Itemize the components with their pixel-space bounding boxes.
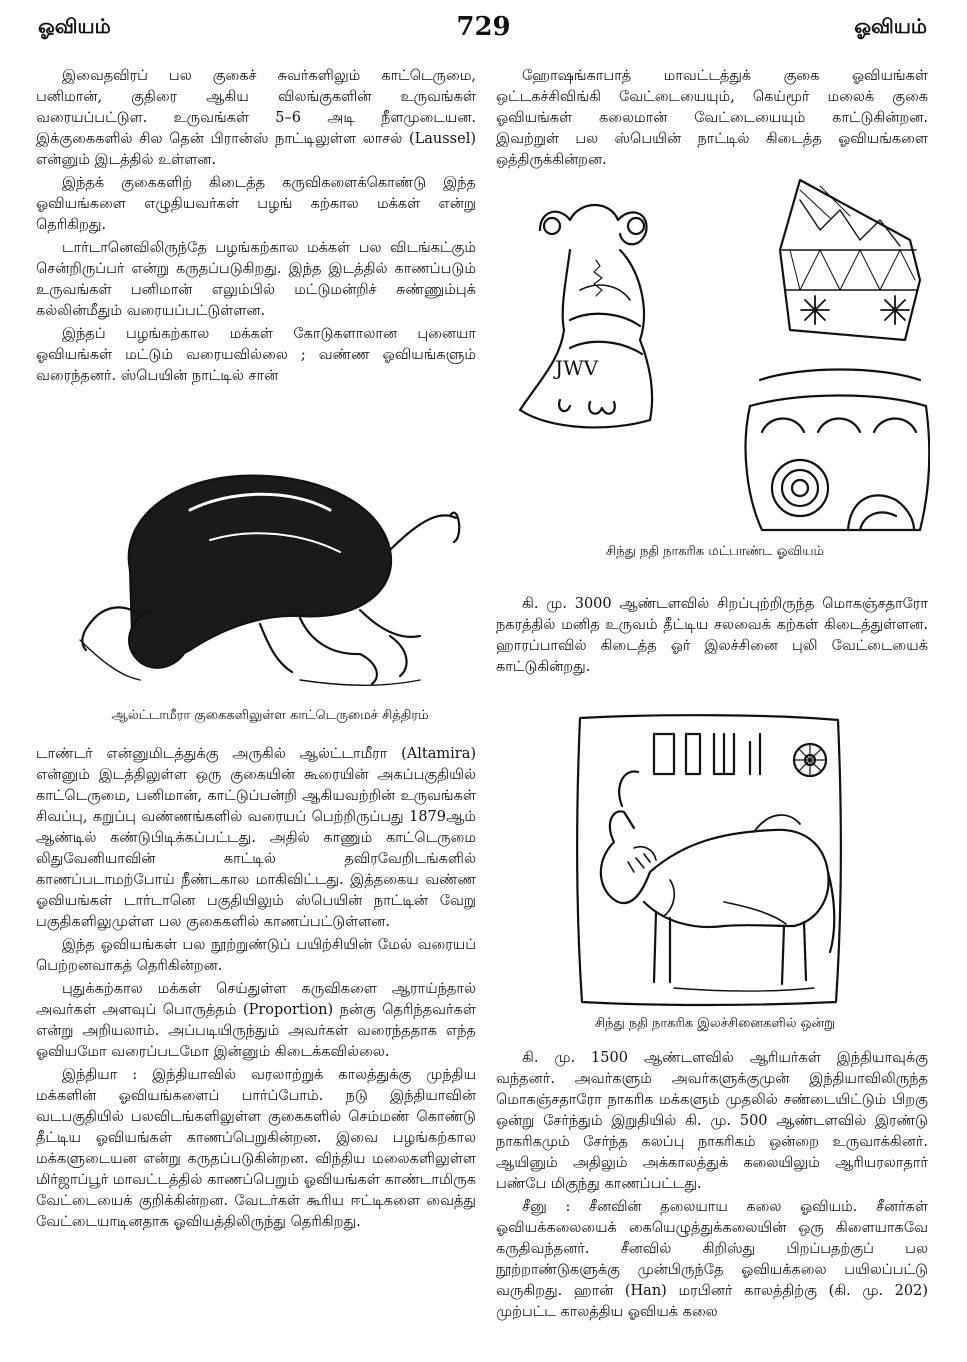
paragraph: இவைதவிரப் பல குகைச் சுவர்களிலும் காட்டெருமை, பனிமான், குதிரை ஆகிய விலங்குகளின் உருவங்கள் வரையப்பட்டுள. உருவங்கள் 5–6 அடி நீளமுடையன. இக்குகைகளில் சில தென் பிரான்ஸ் நாட்டிலுள்ள லாசல் (Laussel) என்னும் இடத்தில் உள்ளன. xyxy=(36,68,476,168)
paragraph: டாண்டர் என்னுமிடத்துக்கு அருகில் ஆல்ட்டாமீரா (Altamira) என்னும் இடத்திலுள்ள ஒரு குகையின் கூரையின் அகப்பகுதியில் காட்டெருமை, பனிமான், காட்டுப்பன்றி ஆகியவற்றின் உருவங்கள் சிவப்பு, கறுப்பு வண்ணங்களில் வரையப் பெற்றிருப்பது 1879ஆம் ஆண்டில் கண்டுபிடிக்கப்பட்டது. அதில் காணும் காட்டெருமை லிதுவேனியாவின் காட்டில் தவிரவேறிடங்களில் காணப்படாமற்போய் நீண்டகால மாகிவிட்டது. இத்தகைய வண்ண ஓவியங்கள் டார்டானெ பகுதியிலும் ஸ்பெயின் நாட்டின் வேறு பகுதிகளிலுமுள்ள பல குகைகளில் காணப்பட்டுள்ளன. xyxy=(36,746,476,930)
bison-illustration xyxy=(60,440,480,700)
pottery-illustration xyxy=(500,170,930,540)
paragraph: கி. மு. 1500 ஆண்டளவில் ஆரியர்கள் இந்தியாவுக்கு வந்தனர். அவர்களும் அவர்களுக்குமுன் இந்தியாவிலிருந்த மொகஞ்சதாரோ நாகரிக மக்களும் முதலில் சண்டையிட்டும் பிறகு ஒன்று சேர்ந்தும் இறுதியில் கி. மு. 500 ஆண்டளவில் இரண்டு நாகரிகமும் சேர்ந்த கலப்பு நாகரிகம் ஒன்றை உருவாக்கினர். ஆயினும் அதிலும் அக்காலத்துக் கலையிலும் ஆரியரலாதார் பண்பே மிகுந்து காணப்பட்டது. xyxy=(496,1050,928,1192)
paragraph: இந்த ஓவியங்கள் பல நூற்றுண்டுப் பயிற்சியின் மேல் வரையப் பெற்றனவாகத் தெரிகின்றன. xyxy=(36,937,476,974)
right-column-bottom xyxy=(496,1048,928,1325)
paragraph: கி. மு. 3000 ஆண்டளவில் சிறப்புற்றிருந்த மொகஞ்சதாரோ நகரத்தில் மனித உருவம் தீட்டிய சலவைக் கற்கள் கிடைத்துள்ளன. ஹாரப்பாவில் கிடைத்த ஓர் இலச்சினை புலி வேட்டையைக் காட்டுகின்றது. xyxy=(496,596,928,675)
running-head-left: ஓவியம் xyxy=(38,14,111,38)
page-number: 729 xyxy=(456,12,511,42)
seal-illustration xyxy=(574,712,844,1008)
paragraph: இந்தியா : இந்தியாவில் வரலாற்றுக் காலத்துக்கு முந்திய மக்களின் ஓவியங்களைப் பார்ப்போம். நடு இந்தியாவின் வடபகுதியில் பலவிடங்களிலுள்ள குகைகளில் செம்மண் கொண்டு தீட்டிய ஓவியங்கள் காணப்பெறுகின்றன. இவை பழங்கற்கால மக்களுடையன என்று கருதப்படுகின்றன. விந்திய மலைகளிலுள்ள மிர்ஜாப்பூர் மாவட்டத்தில் காணப்பெறும் ஓவியங்கள் காண்டாமிருக வேட்டையைக் குறிக்கின்றன. வேடர்கள் கூரிய ஈட்டிகளை வைத்து வேட்டையாடினதாக ஓவியத்திலிருந்து தெரிகிறது. xyxy=(36,1067,476,1230)
paragraph: ஹோஷங்காபாத் மாவட்டத்துக் குகை ஓவியங்கள் ஒட்டகச்சிவிங்கி வேட்டையையும், கெய்மூர் மலைக் குகை ஓவியங்கள் கலைமான் வேட்டையையும் காட்டுகின்றன. இவற்றுள் பல ஸ்பெயின் நாட்டில் கிடைத்த ஓவியங்களை ஒத்திருக்கின்றன. xyxy=(496,68,928,168)
left-column-top xyxy=(36,66,476,389)
paragraph: புதுக்கற்கால மக்கள் செய்துள்ள கருவிகளை ஆராய்ந்தால் அவர்கள் அளவுப் பொருத்தம் (Proportion) நன்கு தெரிந்தவர்கள் என்று அறியலாம். அப்படியிருந்தும் அவர்கள் வரைந்ததாக எந்த ஓவியமோ வரைப்படமோ இன்னும் கிடைக்கவில்லை. xyxy=(36,981,476,1060)
paragraph: சீனு : சீனவின் தலையாய கலை ஓவியம். சீனர்கள் ஓவியக்கலையைக் கையெழுத்துக்கலையின் ஒரு கிளையாகவே கருதிவந்தனர். சீனவில் கிறிஸ்து பிறப்பதற்குப் பல நூற்றாண்டுகளுக்கு முன்பிருந்தே ஓவியக்கலை பயிலப்பட்டு வருகிறது. ஹான் (Han) மரபினர் காலத்திற்கு (கி. மு. 202) முற்பட்ட காலத்திய ஓவியக் கலை xyxy=(496,1199,928,1320)
paragraph: இந்தக் குகைகளிற் கிடைத்த கருவிகளைக்கொண்டு இந்த ஓவியங்களை எழுதியவர்கள் பழங் கற்கால மக்கள் என்று தெரிகிறது. xyxy=(36,175,476,233)
caption-seal: சிந்து நதி நாகரிக இலச்சினைகளில் ஒன்று xyxy=(594,1016,835,1031)
paragraph: இந்தப் பழங்கற்கால மக்கள் கோடுகளாலான புனையா ஓவியங்கள் மட்டும் வரையவில்லை ; வண்ண ஓவியங்களும் வரைந்தனர். ஸ்பெயின் நாட்டில் சான் xyxy=(36,326,476,384)
right-column-middle xyxy=(496,594,928,680)
caption-bison: ஆல்ட்டாமீரா குகைகளிலுள்ள காட்டெருமைச் சித்திரம் xyxy=(111,708,429,723)
paragraph: டார்டானெவிலிருந்தே பழங்கற்கால மக்கள் பல விடங்கட்கும் சென்றிருப்பர் என்று கருதப்படுகிறது. இந்த இடத்தில் காணப்படும் உருவங்கள் பனிமான் எலும்பில் மட்டுமன்றிச் சுண்ணும்புக் கல்லின்மீதும் வரையப்பட்டுள்ளன. xyxy=(36,240,476,319)
left-column-bottom xyxy=(36,744,476,1235)
pottery-marks: JWV xyxy=(555,356,599,380)
running-head-right: ஓவியம் xyxy=(854,14,927,38)
caption-pottery: சிந்து நதி நாகரிக மட்பாண்ட ஓவியம் xyxy=(606,544,824,559)
right-column-top xyxy=(496,66,928,173)
